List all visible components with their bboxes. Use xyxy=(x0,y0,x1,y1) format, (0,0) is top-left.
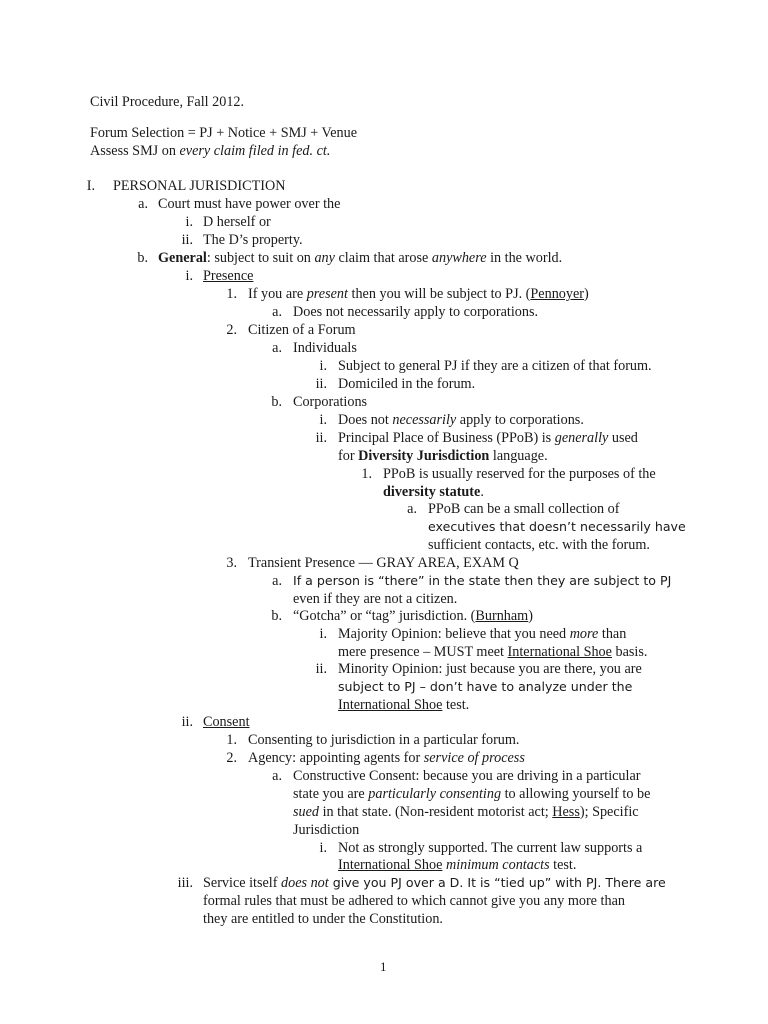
outline-item-continued: sued in that state. (Non-resident motorist act; Hess); Specific xyxy=(293,804,639,820)
forum-selection-line: Forum Selection = PJ + Notice + SMJ + Venue xyxy=(90,125,358,141)
outline-marker: i. xyxy=(319,412,327,428)
outline-item: Court must have power over the xyxy=(158,196,341,212)
outline-item: Individuals xyxy=(293,340,357,356)
outline-item: If a person is “there” in the state then they are subject to PJ xyxy=(293,573,672,588)
outline-marker: b. xyxy=(271,394,282,410)
outline-marker: a. xyxy=(272,573,282,589)
document-title: Civil Procedure, Fall 2012. xyxy=(90,94,245,110)
outline-marker: ii. xyxy=(315,376,327,392)
outline-item: “Gotcha” or “tag” jurisdiction. (Burnham) xyxy=(293,608,533,624)
subsection-heading: Consent xyxy=(203,714,250,730)
outline-item: Citizen of a Forum xyxy=(248,322,356,338)
outline-item: Constructive Consent: because you are driving in a particular xyxy=(293,768,641,784)
outline-marker: ii. xyxy=(315,661,327,677)
outline-marker: 1. xyxy=(226,732,237,748)
outline-marker: i. xyxy=(319,626,327,642)
outline-marker: 1. xyxy=(226,286,237,302)
outline-marker: 1. xyxy=(361,466,372,482)
section-heading: PERSONAL JURISDICTION xyxy=(113,178,286,194)
outline-item: Does not necessarily apply to corporations. xyxy=(338,412,584,428)
outline-item: PPoB can be a small collection of xyxy=(428,501,620,517)
outline-marker: iii. xyxy=(177,875,193,891)
outline-item-continued: even if they are not a citizen. xyxy=(293,591,458,607)
outline-marker: b. xyxy=(271,608,282,624)
outline-item: Not as strongly supported. The current law supports a xyxy=(338,840,643,856)
outline-marker: a. xyxy=(272,340,282,356)
outline-marker: a. xyxy=(407,501,417,517)
outline-marker: b. xyxy=(137,250,148,266)
outline-marker: ii. xyxy=(181,714,193,730)
outline-item-continued: Jurisdiction xyxy=(293,822,360,838)
outline-item: Service itself does not give you PJ over a D. It is “tied up” with PJ. There are xyxy=(203,875,666,891)
outline-item-continued: they are entitled to under the Constitution. xyxy=(203,911,443,927)
outline-marker: a. xyxy=(138,196,148,212)
outline-item-continued: state you are particularly consenting to allowing yourself to be xyxy=(293,786,651,802)
outline-marker: i. xyxy=(319,358,327,374)
outline-item: If you are present then you will be subject to PJ. (Pennoyer) xyxy=(248,286,589,302)
outline-marker: 2. xyxy=(226,750,237,766)
outline-item-continued: sufficient contacts, etc. with the forum. xyxy=(428,537,650,553)
outline-item: D herself or xyxy=(203,214,271,230)
outline-item-continued: International Shoe test. xyxy=(338,697,470,713)
page-number: 1 xyxy=(380,959,387,974)
outline-item: PPoB is usually reserved for the purposes of the xyxy=(383,466,656,482)
outline-marker: 3. xyxy=(226,555,237,571)
outline-item: Subject to general PJ if they are a citizen of that forum. xyxy=(338,358,652,374)
outline-item: Minority Opinion: just because you are there, you are xyxy=(338,661,642,677)
outline-item: Corporations xyxy=(293,394,368,410)
outline-item: Transient Presence — GRAY AREA, EXAM Q xyxy=(248,555,519,571)
outline-item: Domiciled in the forum. xyxy=(338,376,476,392)
outline-item-continued: International Shoe minimum contacts test. xyxy=(338,857,577,873)
outline-item-continued: mere presence – MUST meet International Shoe basis. xyxy=(338,644,648,660)
outline-item: Does not necessarily apply to corporations. xyxy=(293,304,539,320)
outline-marker: I. xyxy=(86,178,95,194)
outline-item-continued: for Diversity Jurisdiction language. xyxy=(338,448,548,464)
outline-item: Consenting to jurisdiction in a particular forum. xyxy=(248,732,520,748)
outline-item: General: subject to suit on any claim that arose anywhere in the world. xyxy=(158,250,563,266)
outline-item: The D’s property. xyxy=(203,232,303,248)
assess-smj-line: Assess SMJ on every claim filed in fed. ct. xyxy=(90,143,331,159)
subsection-heading: Presence xyxy=(203,268,254,284)
outline-marker: 2. xyxy=(226,322,237,338)
outline-marker: a. xyxy=(272,304,282,320)
outline-item: Majority Opinion: believe that you need more than xyxy=(338,626,627,642)
outline-item: Principal Place of Business (PPoB) is generally used xyxy=(338,430,638,446)
outline-marker: i. xyxy=(319,840,327,856)
outline-marker: i. xyxy=(185,268,193,284)
outline-item-continued: executives that doesn’t necessarily have xyxy=(428,519,686,534)
outline-marker: i. xyxy=(185,214,193,230)
outline-item: Agency: appointing agents for service of process xyxy=(248,750,525,766)
outline-item-continued: subject to PJ – don’t have to analyze under the xyxy=(338,679,633,694)
outline-marker: ii. xyxy=(315,430,327,446)
outline-marker: a. xyxy=(272,768,282,784)
outline-marker: ii. xyxy=(181,232,193,248)
outline-item-continued: formal rules that must be adhered to which cannot give you any more than xyxy=(203,893,625,909)
outline-item-continued: diversity statute. xyxy=(383,484,484,500)
